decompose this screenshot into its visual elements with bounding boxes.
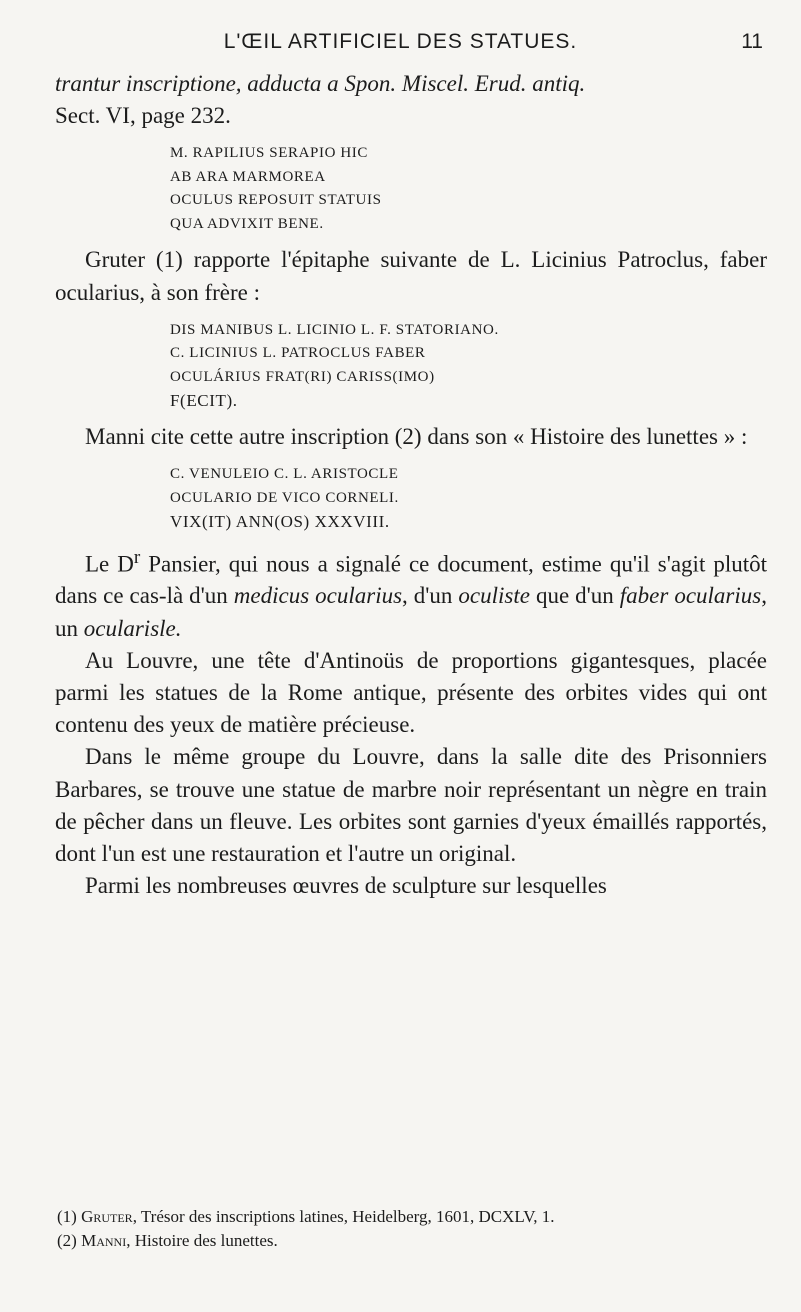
text-run: que d'un (529, 583, 620, 609)
paragraph-7: Parmi les nombreuses œuvres de sculpture sur lesquelles (85, 873, 607, 899)
paragraph-6: Dans le même groupe du Louvre, dans la salle dite des Prisonniers Barbares, se trouve une statue de marbre noir représentant un nègre en train de pêcher dans un fleuve. Les orbites sont garnies d'yeux émaillés rapportés, dont l'un est une restauration et l'autre un original. (55, 744, 767, 866)
paragraph-1 (55, 68, 767, 132)
section-reference: Sect. VI, page 232. (55, 103, 231, 129)
paragraph-3: Manni cite cette autre inscription (2) dans son « Histoire des lunettes » : (85, 423, 748, 449)
footnote-author: Manni (81, 1231, 127, 1250)
paragraph-2: Gruter (1) rapporte l'épitaphe suivante de L. Licinius Patroclus, faber ocularius, à son frère : (55, 247, 767, 305)
italic-term: ocularisle. (83, 615, 182, 641)
inscription-line: AB ARA MARMOREA (170, 168, 326, 185)
footnote-number: (2) (57, 1231, 82, 1250)
inscription-line: C. LICINIUS L. PATROCLUS FABER (170, 345, 426, 362)
inscription-line: C. VENULEIO C. L. ARISTOCLE (170, 466, 399, 483)
footnote-text: , Histoire des lunettes. (126, 1231, 278, 1250)
footnote-number: (1) (57, 1207, 82, 1226)
page-number: 11 (741, 30, 763, 53)
inscription-rapilius (170, 142, 767, 236)
italic-term: faber ocularius (619, 583, 762, 609)
footnotes (57, 1205, 767, 1253)
text-run: , d'un (402, 583, 459, 609)
inscription-line: OCULUS REPOSUIT STATUIS (170, 192, 382, 209)
inscription-line: OCULÁRIUS FRAT(RI) CARISS(IMO) (170, 368, 435, 385)
text-run: , un (55, 583, 767, 641)
footnote-1 (57, 1205, 767, 1229)
latin-citation: trantur inscriptione, adducta a Spon. Miscel. Erud. antiq. (55, 71, 586, 96)
footnote-2 (57, 1229, 767, 1253)
superscript: r (133, 546, 141, 568)
inscription-line: OCULARIO DE VICO CORNELI. (170, 489, 399, 506)
italic-term: medicus ocularius (233, 583, 403, 609)
body-text (55, 68, 767, 902)
inscription-venuleius (170, 463, 767, 534)
page-header (0, 30, 801, 60)
running-title: L'ŒIL ARTIFICIEL DES STATUES. (223, 30, 578, 53)
inscription-line: VIX(IT) ANN(OS) XXXVIII. (170, 512, 390, 532)
italic-term: oculiste (458, 583, 530, 609)
inscription-licinius (170, 319, 767, 413)
inscription-line: F(ECIT). (170, 391, 238, 411)
inscription-line: M. RAPILIUS SERAPIO HIC (170, 145, 368, 162)
paragraph-5: Au Louvre, une tête d'Antinoüs de proportions gigantesques, placée parmi les statues de la Rome antique, présente des orbites vides qui ont contenu des yeux de matière précieuse. (55, 647, 767, 738)
footnote-author: Gruter (81, 1207, 133, 1226)
text-run: Le D (85, 551, 134, 577)
paragraph-4 (55, 542, 767, 645)
inscription-line: QUA ADVIXIT BENE. (170, 215, 324, 232)
text-run: Pansier, qui nous a signalé ce document, estime qu'il s'agit plutôt dans ce cas-là d'un (55, 551, 767, 609)
inscription-line: DIS MANIBUS L. LICINIO L. F. STATORIANO. (170, 321, 499, 338)
footnote-text: , Trésor des inscriptions latines, Heidelberg, 1601, DCXLV, 1. (132, 1207, 555, 1226)
